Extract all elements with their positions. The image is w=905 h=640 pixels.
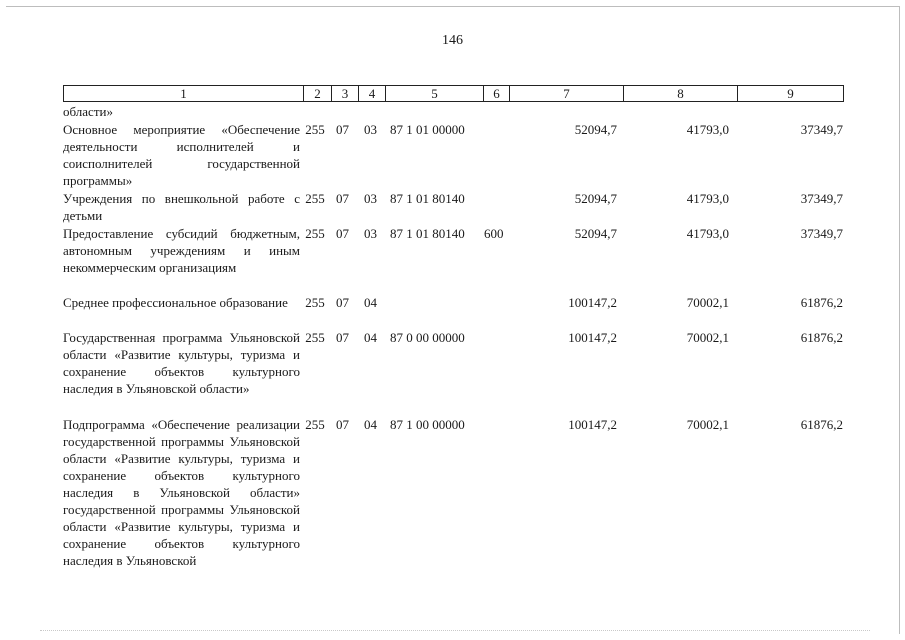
header-col-1: 1 <box>64 86 304 101</box>
header-col-3: 3 <box>332 86 359 101</box>
row-admin-code: 255 <box>305 226 325 241</box>
row-admin-code: 255 <box>305 191 325 206</box>
row-target-article: 87 0 00 00000 <box>390 330 465 345</box>
header-col-9: 9 <box>787 86 794 101</box>
header-col-6: 6 <box>484 86 510 101</box>
row-description: Основное мероприятие «Обеспечение деятельности исполнителей и соисполнителей государственной программы» <box>63 122 300 188</box>
row-amount-col9: 37349,7 <box>800 226 843 241</box>
row-subsection: 04 <box>364 417 377 432</box>
row-subsection: 04 <box>364 295 377 310</box>
row-admin-code: 255 <box>305 417 325 432</box>
row-amount-col8: 41793,0 <box>686 122 729 137</box>
row-description: Предоставление субсидий бюджетным, автономным учреждениям и иным некоммерческим организациям <box>63 226 300 275</box>
row-amount-col9: 37349,7 <box>800 122 843 137</box>
row-subsection: 03 <box>364 191 377 206</box>
row-amount-col7: 52094,7 <box>574 122 617 137</box>
header-col-4: 4 <box>359 86 386 101</box>
row-subsection: 04 <box>364 330 377 345</box>
row-amount-col8: 41793,0 <box>686 226 729 241</box>
row-description: области» <box>63 104 113 119</box>
row-target-article: 87 1 00 00000 <box>390 417 465 432</box>
row-amount-col9: 37349,7 <box>800 191 843 206</box>
row-section: 07 <box>336 295 349 310</box>
row-description: Учреждения по внешкольной работе с детьми <box>63 191 300 223</box>
page-border-top <box>6 6 899 7</box>
row-target-article: 87 1 01 80140 <box>390 226 465 241</box>
page-number: 146 <box>442 33 463 48</box>
table-header-row <box>63 85 844 102</box>
row-amount-col8: 70002,1 <box>686 330 729 345</box>
row-subsection: 03 <box>364 226 377 241</box>
row-amount-col9: 61876,2 <box>800 417 843 432</box>
header-col-7: 7 <box>510 86 624 101</box>
row-section: 07 <box>336 122 349 137</box>
row-expense-type: 600 <box>484 226 504 241</box>
row-description: Среднее профессиональное образование <box>63 295 288 310</box>
row-section: 07 <box>336 417 349 432</box>
row-amount-col8: 41793,0 <box>686 191 729 206</box>
row-admin-code: 255 <box>305 330 325 345</box>
row-amount-col7: 100147,2 <box>568 330 617 345</box>
row-amount-col8: 70002,1 <box>686 417 729 432</box>
row-section: 07 <box>336 330 349 345</box>
row-amount-col7: 100147,2 <box>568 295 617 310</box>
page-border-right <box>899 6 900 634</box>
row-amount-col9: 61876,2 <box>800 330 843 345</box>
row-section: 07 <box>336 191 349 206</box>
row-amount-col7: 52094,7 <box>574 191 617 206</box>
row-amount-col9: 61876,2 <box>800 295 843 310</box>
row-admin-code: 255 <box>305 295 325 310</box>
row-target-article: 87 1 01 80140 <box>390 191 465 206</box>
header-col-2: 2 <box>304 86 332 101</box>
row-amount-col7: 52094,7 <box>574 226 617 241</box>
row-admin-code: 255 <box>305 122 325 137</box>
header-col-8: 8 <box>624 86 738 101</box>
row-amount-col7: 100147,2 <box>568 417 617 432</box>
row-target-article: 87 1 01 00000 <box>390 122 465 137</box>
row-description: Подпрограмма «Обеспечение реализации государственной программы Ульяновской области «Развитие культуры, туризма и сохранение объектов культурного наследия в Ульяновской области» государственной программы Ульяновской области «Развитие культуры, туризма и сохранение объектов культурного наследия в Ульяновской <box>63 417 300 568</box>
scan-artifact-line <box>40 630 870 631</box>
header-col-5: 5 <box>386 86 484 101</box>
row-amount-col8: 70002,1 <box>686 295 729 310</box>
row-subsection: 03 <box>364 122 377 137</box>
row-section: 07 <box>336 226 349 241</box>
row-description: Государственная программа Ульяновской области «Развитие культуры, туризма и сохранение объектов культурного наследия в Ульяновской области» <box>63 330 300 396</box>
